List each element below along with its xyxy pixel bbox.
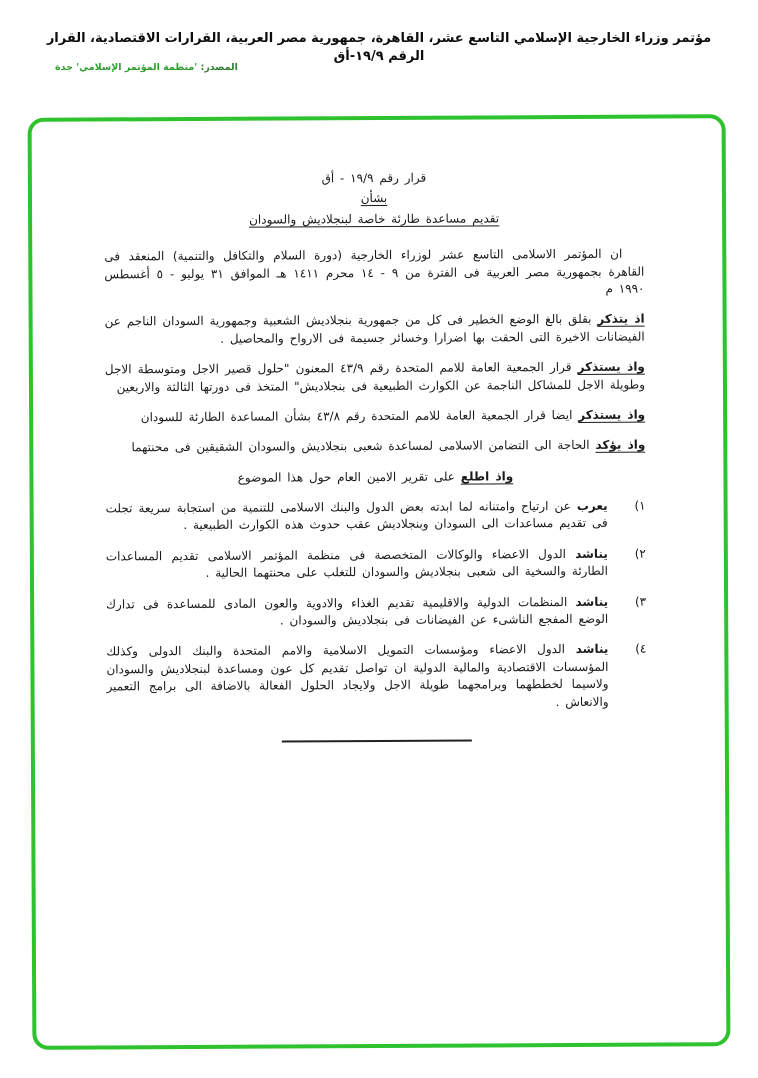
paragraph-lead: واذ يستذكر: [578, 407, 646, 422]
source-line: [55, 62, 238, 73]
resolution-number: قرار رقم ١٩/٩ - أق: [321, 170, 427, 186]
item-number: ٢): [634, 546, 646, 561]
footer-divider: [282, 740, 472, 743]
list-item: [106, 545, 646, 583]
paragraph-affirming: [105, 437, 645, 457]
item-text: الدول الاعضاء والوكالات المتخصصة فى منظمة المؤتمر الاسلامى تقديم المساعدات الطارئة والسخية الى شعبى بنجلاديش والسودان للتغلب على محنتهما الحالية .: [105, 546, 608, 581]
list-item: [106, 641, 646, 713]
list-item: [106, 498, 646, 536]
item-text: الدول الاعضاء ومؤسسات التمويل الاسلامية والامم المتحدة والبنك الدولى وكذلك المؤسسات الاقتصادية والمالية الدولية ان تواصل تقديم كل عون ومساعدة لبنجلاديش والسودان ولاسيما لخططهما وبرامجهما طويلة الاجل ولايجاد الحلول الفعالة بالاضافة الى برامج التعمير والانعاش .: [106, 642, 609, 709]
paragraph-text: الحاجة الى التضامن الاسلامى لمساعدة شعبى بنجلاديش والسودان الشقيقين فى محنتهما: [131, 438, 590, 455]
paragraph-having-reviewed: [105, 467, 645, 487]
paragraph-lead: واذ يؤكد: [595, 437, 646, 453]
item-lead: يناشد: [575, 594, 609, 609]
source-label: المصدر:: [200, 62, 238, 73]
paragraph-lead: واذ يستذكر: [577, 359, 645, 375]
item-body: [106, 593, 608, 630]
source-value: 'منظمة المؤتمر الإسلامي' جدة: [55, 62, 198, 73]
item-number: ٣): [634, 594, 647, 609]
item-lead: يناشد: [575, 642, 609, 657]
item-body: [106, 641, 608, 713]
paragraph-recalling-2: [105, 359, 645, 397]
list-item: [106, 593, 646, 631]
paragraph-lead: اذ يتذكر: [597, 311, 645, 327]
paragraph-text: ايضا قرار الجمعية العامة للامم المتحدة رقم ٤٣/٨ بشأن المساعدة الطارئة للسودان: [140, 407, 573, 425]
item-text: عن ارتياح وامتنانه لما ابدته بعض الدول والبنك الاسلامى للتنمية من استجابة سريعة تجلت فى تقديم مساعدات الى السودان وبنجلاديش عقب حدوث هذه الكوارث الطبيعية .: [105, 499, 608, 533]
resolution-subject-label: بشأن: [360, 191, 388, 206]
resolution-title: [104, 167, 644, 231]
paragraph-text: ان المؤتمر الاسلامى التاسع عشر لوزراء الخارجية (دورة السلام والتكافل والتنمية) المنعقد فى القاهرة بجمهورية مصر العربية فى الفترة من ٩ - ١٤ محرم ١٤١١ هـ الموافق ٣١ يوليو - ٥ أغسطس ١٩٩٠ م: [104, 246, 645, 296]
resolution-items: [106, 498, 647, 714]
paragraph-recalling-1: [105, 311, 645, 349]
item-body: [106, 498, 608, 535]
item-lead: يعرب: [576, 498, 608, 514]
paragraph-text: على تقرير الامين العام حول هذا الموضوع: [237, 469, 455, 485]
page-header-title: مؤتمر وزراء الخارجية الإسلامي التاسع عشر، القاهرة، جمهورية مصر العربية، القرارات الاقتصادية، القرار الرقم ١٩/٩-أق: [46, 31, 712, 65]
item-number: ٤): [635, 642, 647, 657]
paragraph-lead: واذ اطلع: [460, 468, 514, 484]
item-lead: يناشد: [575, 546, 608, 561]
paragraph-text: قرار الجمعية العامة للامم المتحدة رقم ٤٣/٩ المعنون "حلول قصير الاجل ومتوسطة الاجل وطويلة الاجل للمشاكل الناجمة عن الكوارث الطبيعية فى بنجلاديش" المتخذ فى دورتها الثالثة والاربعين: [104, 360, 646, 394]
document-scan-frame: [28, 114, 731, 1050]
document-body: [32, 118, 725, 744]
item-text: المنظمات الدولية والاقليمية تقديم الغذاء والادوية والعون المادى للمساعدة فى تدارك الوضع المفجع الناشىء عن الفيضانات فى بنجلاديش والسودان .: [106, 594, 609, 628]
paragraph-recalling-3: [105, 407, 645, 427]
item-body: [106, 546, 608, 583]
resolution-subject: تقديم مساعدة طارئة خاصة لبنجلاديش والسودان: [249, 211, 500, 227]
item-number: ١): [634, 498, 646, 513]
paragraph-text: بقلق بالغ الوضع الخطير فى كل من جمهورية بنجلاديش الشعبية وجمهورية السودان الناجم عن الفيضانات الاخيرة التى الحقت بها اضرارا وخسائر جسيمة فى الارواح والمحاصيل .: [104, 312, 645, 346]
paragraph-preamble: [104, 246, 644, 301]
